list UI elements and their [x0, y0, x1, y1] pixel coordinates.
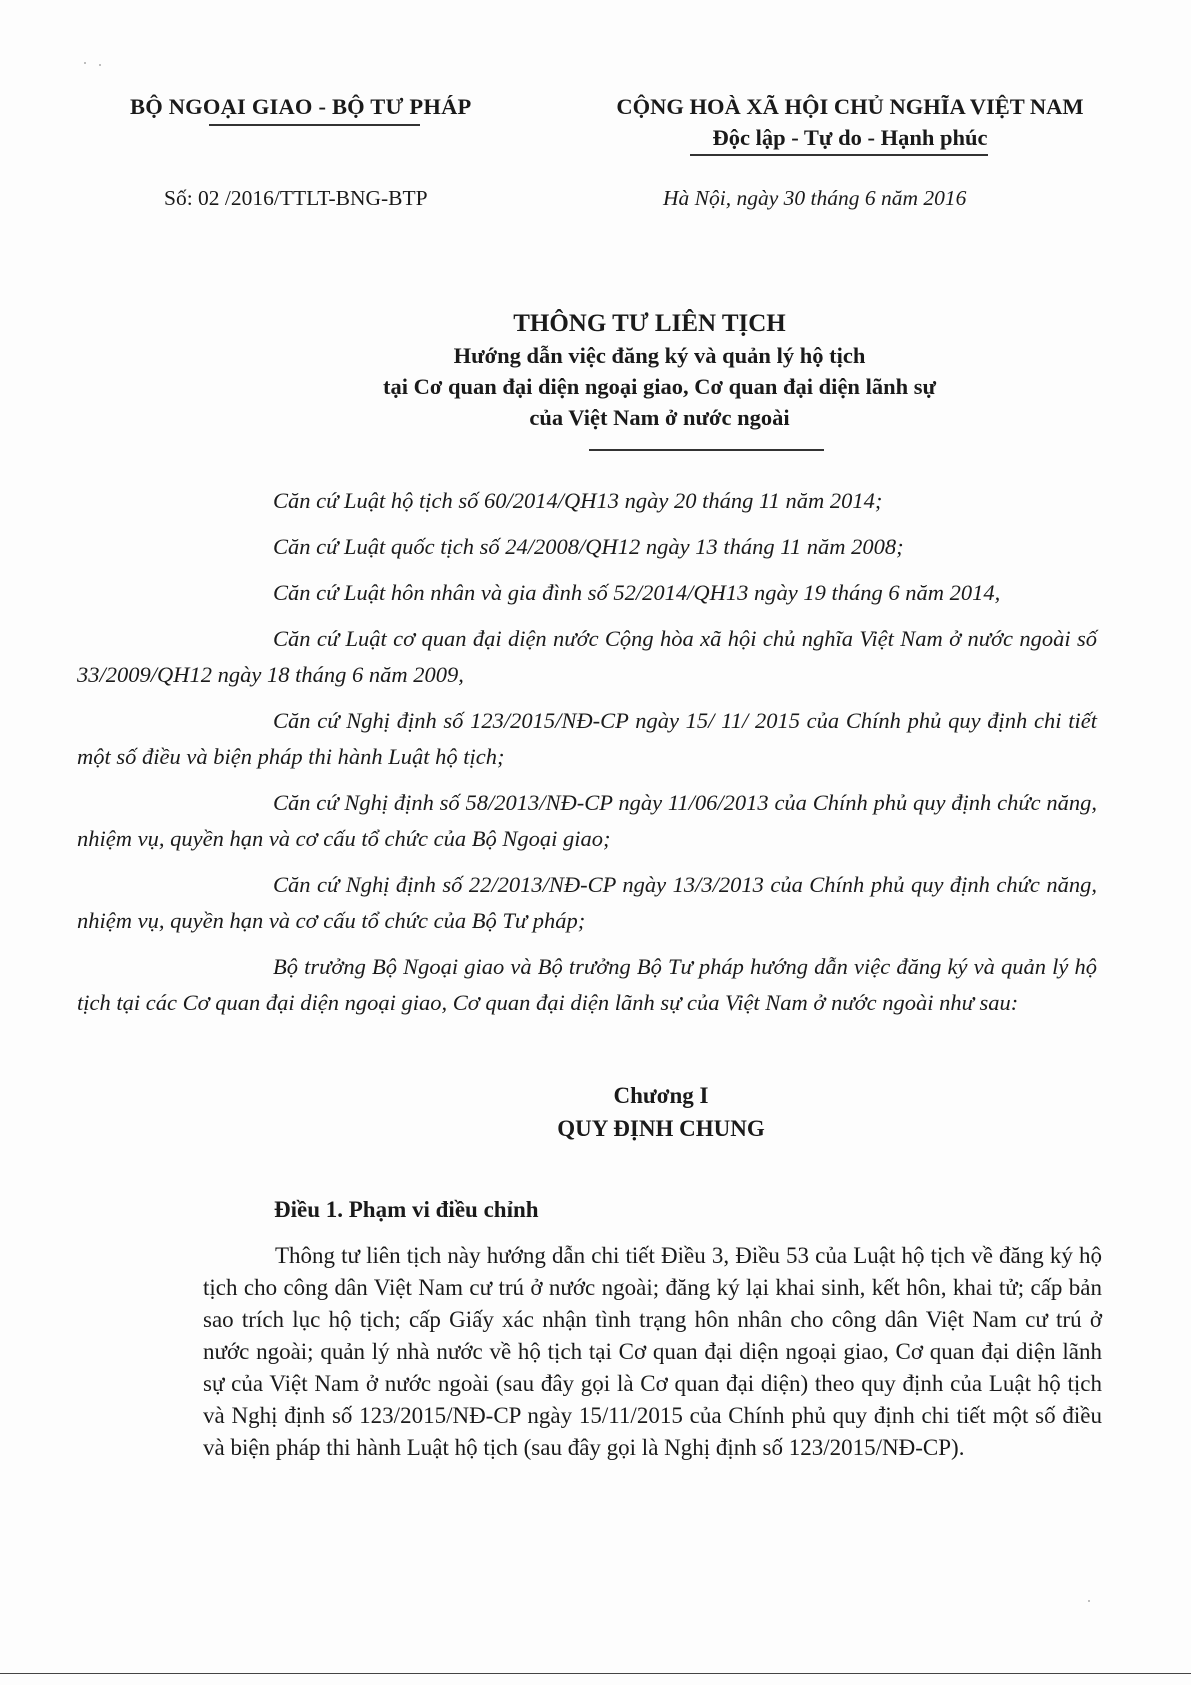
chapter-name: QUY ĐỊNH CHUNG — [557, 1116, 765, 1141]
national-motto: Độc lập - Tự do - Hạnh phúc — [712, 125, 988, 150]
issuer-underline — [209, 124, 420, 126]
document-title-block — [0, 307, 1191, 433]
chapter-number: Chương I — [613, 1083, 709, 1108]
title-line-3: của Việt Nam ở nước ngoài — [529, 405, 790, 430]
place-and-date: Hà Nội, ngày 30 tháng 6 năm 2016 — [663, 186, 967, 210]
article-1-title: Điều 1. Phạm vi điều chỉnh — [274, 1197, 539, 1222]
article-1-body: Thông tư liên tịch này hướng dẫn chi tiết Điều 3, Điều 53 của Luật hộ tịch về đăng ký hộ tịch cho công dân Việt Nam cư trú ở nước ngoài; đăng ký lại khai sinh, kết hôn, khai tử; cấp bản sao trích lục hộ tịch; cấp Giấy xác nhận tình trạng hôn nhân cho công dân Việt Nam cư trú ở nước ngoài; quản lý nhà nước về hộ tịch tại Cơ quan đại diện ngoại giao, Cơ quan đại diện lãnh sự của Việt Nam ở nước ngoài (sau đây gọi là Cơ quan đại diện) theo quy định của Luật hộ tịch và Nghị định số 123/2015/NĐ-CP ngày 15/11/2015 của Chính phủ quy định chi tiết một số điều và biện pháp thi hành Luật hộ tịch (sau đây gọi là Nghị định số 123/2015/NĐ-CP). — [203, 1243, 1102, 1460]
preamble-paragraph: Căn cứ Nghị định số 123/2015/NĐ-CP ngày 15/ 11/ 2015 của Chính phủ quy định chi tiết một số điều và biện pháp thi hành Luật hộ tịch; — [77, 708, 1097, 769]
title-line-1: Hướng dẫn việc đăng ký và quản lý hộ tịch — [453, 343, 866, 368]
document-type: THÔNG TƯ LIÊN TỊCH — [513, 310, 786, 337]
preamble-paragraph: Căn cứ Luật hôn nhân và gia đình số 52/2014/QH13 ngày 19 tháng 6 năm 2014, — [273, 580, 1001, 605]
title-underline — [589, 449, 824, 451]
preamble-paragraph: Căn cứ Luật hộ tịch số 60/2014/QH13 ngày 20 tháng 11 năm 2014; — [273, 488, 883, 513]
document-number: Số: 02 /2016/TTLT-BNG-BTP — [164, 186, 428, 210]
chapter-heading — [0, 1079, 1191, 1145]
title-line-2: tại Cơ quan đại diện ngoại giao, Cơ quan đại diện lãnh sự — [383, 374, 936, 399]
scan-speck — [84, 62, 86, 64]
preamble-paragraph: Căn cứ Nghị định số 22/2013/NĐ-CP ngày 13/3/2013 của Chính phủ quy định chức năng, nhiệm vụ, quyền hạn và cơ cấu tổ chức của Bộ Tư pháp; — [77, 872, 1097, 933]
scan-edge-line — [0, 1673, 1191, 1674]
scan-speck — [1088, 1600, 1090, 1602]
preamble-paragraph: Căn cứ Luật cơ quan đại diện nước Cộng hòa xã hội chủ nghĩa Việt Nam ở nước ngoài số 33/2009/QH12 ngày 18 tháng 6 năm 2009, — [77, 626, 1097, 687]
preamble-paragraph: Bộ trưởng Bộ Ngoại giao và Bộ trưởng Bộ Tư pháp hướng dẫn việc đăng ký và quản lý hộ tịch tại các Cơ quan đại diện ngoại giao, Cơ quan đại diện lãnh sự của Việt Nam ở nước ngoài như sau: — [77, 954, 1097, 1015]
preamble-paragraph: Căn cứ Nghị định số 58/2013/NĐ-CP ngày 11/06/2013 của Chính phủ quy định chức năng, nhiệm vụ, quyền hạn và cơ cấu tổ chức của Bộ Ngoại giao; — [77, 790, 1097, 851]
scan-speck — [99, 64, 101, 66]
legal-basis-preamble — [77, 483, 1097, 1031]
national-title: CỘNG HOÀ XÃ HỘI CHỦ NGHĨA VIỆT NAM — [616, 94, 1084, 119]
preamble-paragraph: Căn cứ Luật quốc tịch số 24/2008/QH12 ngày 13 tháng 11 năm 2008; — [273, 534, 904, 559]
motto-underline — [690, 154, 988, 156]
issuing-agency: BỘ NGOẠI GIAO - BỘ TƯ PHÁP — [130, 94, 472, 119]
